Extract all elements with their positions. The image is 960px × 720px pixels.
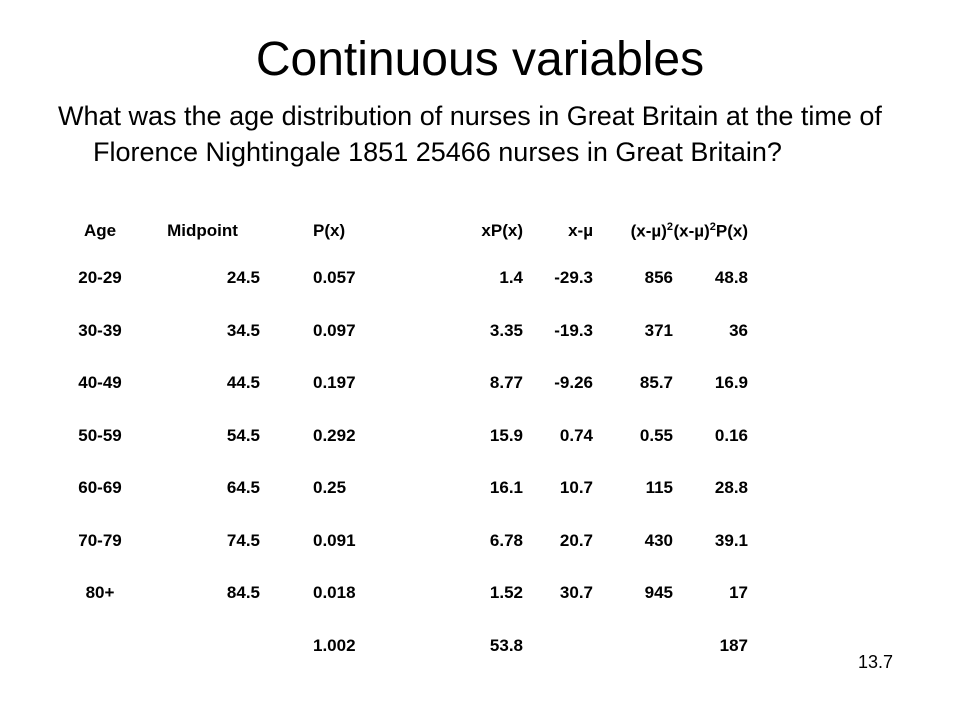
cell-x-minus-mu: 10.7 <box>559 478 593 498</box>
cell-xpx: 1.52 <box>489 583 523 603</box>
cell-age: 70-79 <box>78 530 122 550</box>
cell-midpoint: 74.5 <box>226 530 260 550</box>
header-weighted-squared-deviation <box>673 210 748 252</box>
cell-weighted-squared-deviation: 48.8 <box>714 268 748 288</box>
cell-xpx: 16.1 <box>489 478 523 498</box>
cell-midpoint: 24.5 <box>226 268 260 288</box>
table-row <box>55 252 748 305</box>
cell-x-minus-mu: 20.7 <box>559 530 593 550</box>
total-xpx: 53.8 <box>489 635 523 655</box>
slide-number: 13.7 <box>858 652 894 672</box>
cell-px: 0.057 <box>313 268 356 288</box>
cell-midpoint: 64.5 <box>226 478 260 498</box>
header-xpx: xP(x) <box>481 221 523 240</box>
cell-x-minus-mu: -29.3 <box>554 268 593 288</box>
header-age: Age <box>83 221 117 240</box>
cell-empty <box>55 620 145 673</box>
table-header-row <box>55 210 748 252</box>
cell-x-minus-mu: 30.7 <box>559 583 593 603</box>
table-row <box>55 357 748 410</box>
table-row <box>55 410 748 463</box>
slide-title: Continuous variables <box>255 33 705 86</box>
cell-weighted-squared-deviation: 17 <box>729 583 748 603</box>
cell-age: 50-59 <box>78 425 122 445</box>
header-x-minus-mu: x-µ <box>568 221 593 240</box>
cell-px: 0.091 <box>313 530 356 550</box>
cell-weighted-squared-deviation: 39.1 <box>714 530 748 550</box>
cell-age: 30-39 <box>78 320 122 340</box>
cell-midpoint: 84.5 <box>226 583 260 603</box>
header-squared-deviation <box>593 210 673 252</box>
cell-px: 0.292 <box>313 425 356 445</box>
cell-weighted-squared-deviation: 28.8 <box>714 478 748 498</box>
cell-squared-deviation: 0.55 <box>639 425 673 445</box>
header-squared-exponent: 2 <box>666 220 673 233</box>
distribution-table <box>55 210 748 672</box>
cell-weighted-squared-deviation: 0.16 <box>714 425 748 445</box>
header-weighted-base: (x-µ) <box>673 221 710 241</box>
cell-xpx: 15.9 <box>489 425 523 445</box>
table-totals-row <box>55 620 748 673</box>
cell-empty <box>145 620 260 673</box>
cell-xpx: 1.4 <box>499 268 523 288</box>
table-row <box>55 305 748 358</box>
cell-age: 20-29 <box>78 268 122 288</box>
cell-weighted-squared-deviation: 36 <box>729 320 748 340</box>
total-px: 1.002 <box>313 635 356 655</box>
cell-midpoint: 54.5 <box>226 425 260 445</box>
header-px: P(x) <box>313 221 346 240</box>
question-text: What was the age distribution of nurses in Great Britain at the time of Florence Nightingale 1851 25466 nurses in Great Britain? <box>58 101 882 167</box>
cell-squared-deviation: 856 <box>644 268 673 288</box>
cell-px: 0.018 <box>313 583 356 603</box>
cell-squared-deviation: 115 <box>645 478 673 498</box>
header-midpoint: Midpoint <box>167 221 238 240</box>
cell-squared-deviation: 430 <box>644 530 673 550</box>
cell-midpoint: 34.5 <box>226 320 260 340</box>
total-weighted-squared-deviation: 187 <box>719 635 748 655</box>
cell-x-minus-mu: 0.74 <box>559 425 593 445</box>
table-row <box>55 515 748 568</box>
cell-px: 0.25 <box>313 478 347 498</box>
table-row <box>55 567 748 620</box>
cell-squared-deviation: 371 <box>644 320 673 340</box>
cell-age: 80+ <box>85 583 115 603</box>
cell-weighted-squared-deviation: 16.9 <box>714 373 748 393</box>
header-weighted-tail: P(x) <box>715 221 748 241</box>
cell-empty <box>523 620 593 673</box>
cell-x-minus-mu: -9.26 <box>554 373 593 393</box>
header-weighted-exponent: 2 <box>709 220 716 233</box>
cell-midpoint: 44.5 <box>226 373 260 393</box>
cell-x-minus-mu: -19.3 <box>554 320 593 340</box>
cell-empty <box>593 620 673 673</box>
header-squared-base: (x-µ) <box>630 221 667 241</box>
cell-xpx: 6.78 <box>489 530 523 550</box>
cell-xpx: 3.35 <box>489 320 523 340</box>
cell-squared-deviation: 85.7 <box>639 373 673 393</box>
cell-px: 0.097 <box>313 320 356 340</box>
table-row <box>55 462 748 515</box>
cell-age: 60-69 <box>78 478 122 498</box>
cell-px: 0.197 <box>313 373 356 393</box>
cell-squared-deviation: 945 <box>644 583 673 603</box>
cell-xpx: 8.77 <box>489 373 523 393</box>
cell-age: 40-49 <box>78 373 122 393</box>
